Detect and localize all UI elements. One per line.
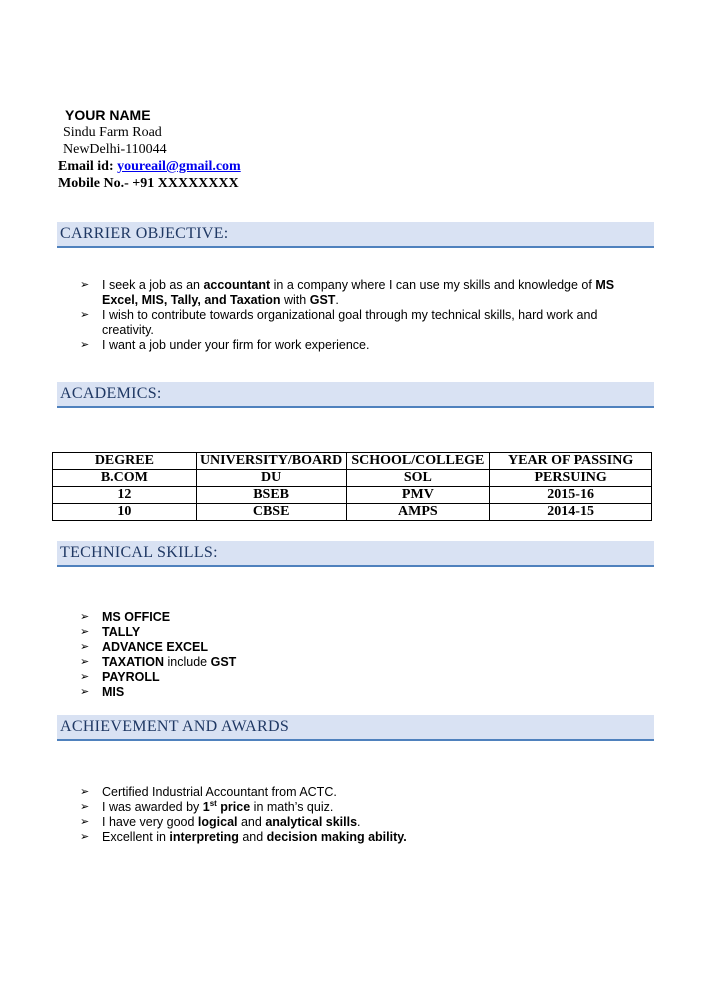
section-objective (57, 222, 654, 248)
list-item: ➢ MIS (80, 685, 125, 699)
arrow-bullet-icon: ➢ (80, 831, 90, 843)
contact-header (58, 107, 241, 192)
achievements-list (80, 785, 645, 845)
list-item: ➢ ADVANCE EXCEL (80, 640, 209, 654)
table-cell: SOL (346, 470, 490, 487)
arrow-bullet-icon: ➢ (80, 816, 90, 828)
arrow-bullet-icon: ➢ (80, 786, 90, 798)
list-item: ➢ MS OFFICE (80, 610, 171, 624)
table-cell: 12 (53, 487, 197, 504)
arrow-bullet-icon: ➢ (80, 339, 90, 351)
mobile-line: Mobile No.- +91 XXXXXXXX (58, 176, 239, 191)
academics-table (52, 452, 652, 521)
table-header-row (53, 453, 652, 470)
arrow-bullet-icon: ➢ (80, 309, 90, 321)
table-cell: DU (196, 470, 346, 487)
table-header-cell: UNIVERSITY/BOARD (196, 453, 346, 470)
candidate-name: YOUR NAME (65, 107, 151, 123)
arrow-bullet-icon: ➢ (80, 279, 90, 291)
section-title: CARRIER OBJECTIVE: (60, 225, 229, 242)
list-item: ➢ I was awarded by 1st price in math’s quiz. (80, 798, 334, 814)
objective-list (80, 278, 645, 353)
table-row (53, 470, 652, 487)
section-title: TECHNICAL SKILLS: (60, 544, 218, 561)
section-technical-skills (57, 541, 654, 567)
table-cell: BSEB (196, 487, 346, 504)
section-achievements (57, 715, 654, 741)
table-header-cell: DEGREE (53, 453, 197, 470)
section-academics (57, 382, 654, 408)
table-cell: AMPS (346, 504, 490, 521)
arrow-bullet-icon: ➢ (80, 611, 90, 623)
table-cell: 10 (53, 504, 197, 521)
arrow-bullet-icon: ➢ (80, 686, 90, 698)
list-item: ➢ I seek a job as an accountant in a company where I can use my skills and knowledge of MS Excel, MIS, Tally, and Taxation with GST. (80, 278, 615, 307)
table-cell: PERSUING (490, 470, 652, 487)
email-label: Email id: (58, 159, 118, 174)
table-cell: PMV (346, 487, 490, 504)
arrow-bullet-icon: ➢ (80, 656, 90, 668)
section-title: ACHIEVEMENT AND AWARDS (60, 718, 290, 735)
arrow-bullet-icon: ➢ (80, 671, 90, 683)
address-line-1: Sindu Farm Road (63, 125, 162, 140)
list-item: ➢ Excellent in interpreting and decision making ability. (80, 830, 407, 844)
table-header-cell: YEAR OF PASSING (490, 453, 652, 470)
table-row (53, 487, 652, 504)
list-item: ➢ TALLY (80, 625, 141, 639)
table-cell: 2015-16 (490, 487, 652, 504)
list-item: ➢ Certified Industrial Accountant from ACTC. (80, 785, 337, 799)
arrow-bullet-icon: ➢ (80, 626, 90, 638)
list-item: ➢ I have very good logical and analytical skills. (80, 815, 361, 829)
arrow-bullet-icon: ➢ (80, 801, 90, 813)
list-item: ➢ TAXATION include GST (80, 655, 237, 669)
table-row (53, 504, 652, 521)
list-item: ➢ I wish to contribute towards organizational goal through my technical skills, hard work and creativity. (80, 308, 598, 337)
skills-list (80, 610, 645, 700)
address-line-2: NewDelhi-110044 (63, 142, 167, 157)
section-title: ACADEMICS: (60, 385, 162, 402)
table-cell: 2014-15 (490, 504, 652, 521)
email-link[interactable]: youreail@gmail.com (117, 159, 241, 174)
list-item: ➢ I want a job under your firm for work experience. (80, 338, 370, 352)
table-cell: B.COM (53, 470, 197, 487)
arrow-bullet-icon: ➢ (80, 641, 90, 653)
table-header-cell: SCHOOL/COLLEGE (346, 453, 490, 470)
list-item: ➢ PAYROLL (80, 670, 160, 684)
email-line (58, 158, 241, 175)
table-cell: CBSE (196, 504, 346, 521)
